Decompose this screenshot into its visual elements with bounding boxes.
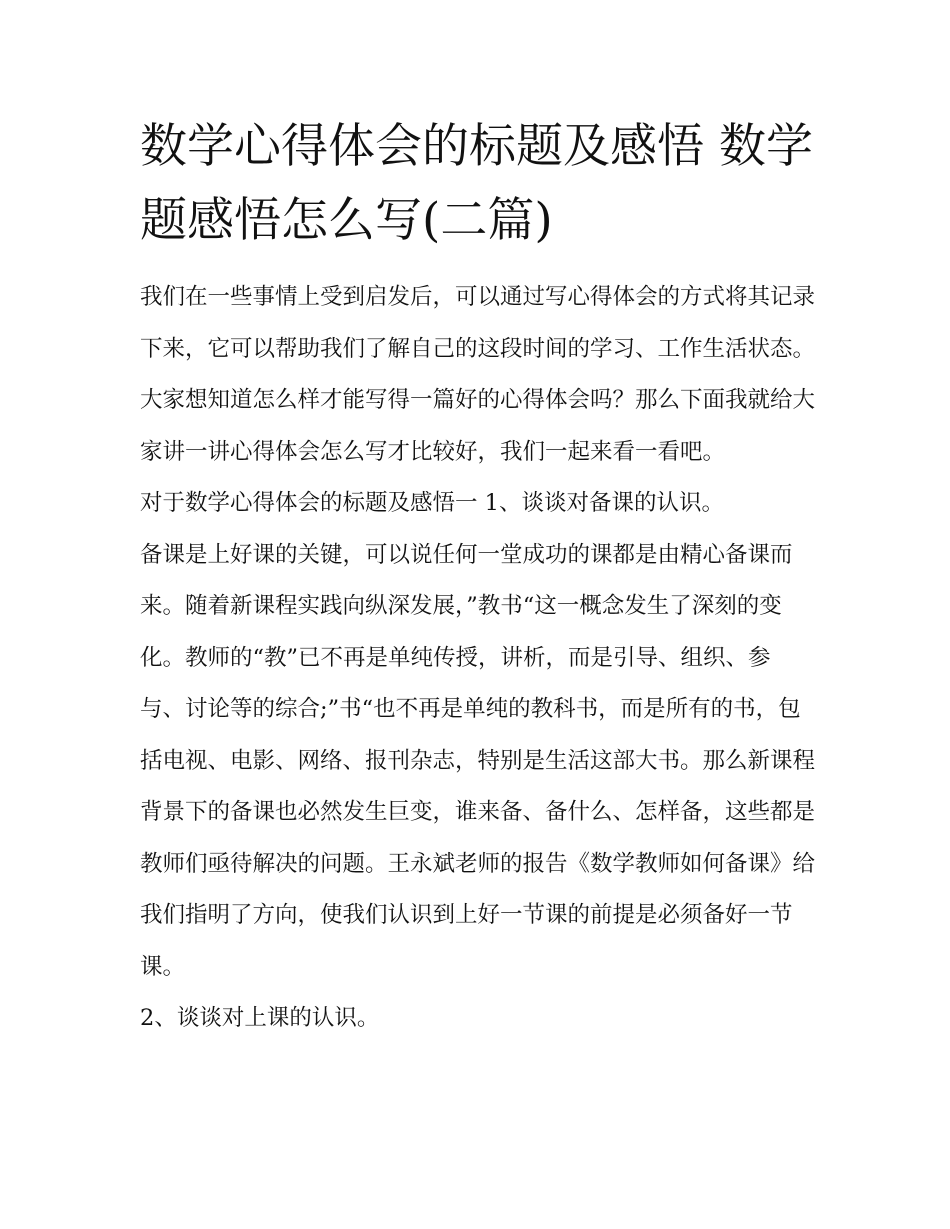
document-title: 数学心得体会的标题及感悟 数学题感悟怎么写(二篇) <box>140 119 813 248</box>
paragraph-lesson-prep: 备课是上好课的关键，可以说任何一堂成功的课都是由精心备课而来。随着新课程实践向纵深发展，”教书“这一概念发生了深刻的变化。教师的“教”已不再是单纯传授，讲析，而是引导、组织、参与、讨论等的综合;”书“也不再是单纯的教科书，而是所有的书，包括电视、电影、网络、报刊杂志，特别是生活这部大书。那么新课程背景下的备课也必然发生巨变，谁来备、备什么、怎样备，这些都是教师们亟待解决的问题。王永斌老师的报告《数学教师如何备课》给我们指明了方向，使我们认识到上好一节课的前提是必须备好一节课。 <box>140 541 816 980</box>
document-page <box>140 110 815 1045</box>
paragraph-section-1-heading: 对于数学心得体会的标题及感悟一 1、谈谈对备课的认识。 <box>140 490 724 516</box>
paragraph-section-2-heading: 2、谈谈对上课的认识。 <box>140 1005 380 1031</box>
paragraph-intro: 我们在一些事情上受到启发后，可以通过写心得体会的方式将其记录下来，它可以帮助我们了解自己的这段时间的学习、工作生活状态。大家想知道怎么样才能写得一篇好的心得体会吗？那么下面我就给大家讲一讲心得体会怎么写才比较好，我们一起来看一看吧。 <box>140 284 816 465</box>
